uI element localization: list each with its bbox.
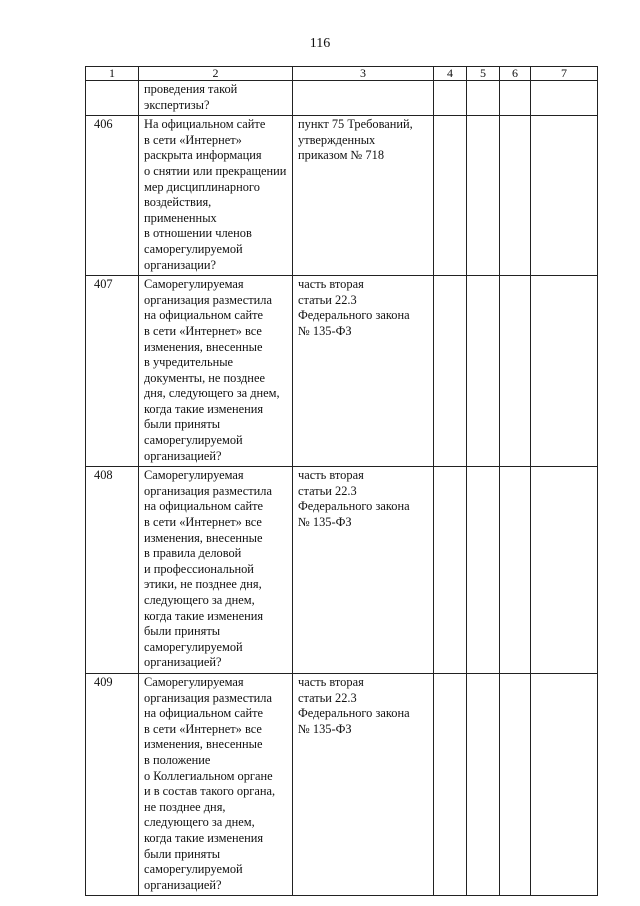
empty-cell	[531, 81, 598, 116]
empty-cell	[467, 116, 500, 276]
empty-cell	[500, 467, 531, 674]
empty-cell	[434, 276, 467, 467]
empty-cell	[500, 116, 531, 276]
header-cell: 3	[293, 67, 434, 81]
table-row	[86, 116, 598, 276]
header-cell: 6	[500, 67, 531, 81]
row-number	[86, 81, 139, 116]
requirement-question: Саморегулируемая организация разместила на официальном сайте в сети «Интернет» все изменения, внесенные в учредительные документы, не позднее дня, следующего за днем, когда такие изменения были приняты саморегулируемой организацией?	[139, 276, 293, 467]
empty-cell	[500, 81, 531, 116]
table-header-row	[86, 67, 598, 81]
table-row	[86, 81, 598, 116]
header-cell: 5	[467, 67, 500, 81]
row-number: 406	[86, 116, 139, 276]
empty-cell	[467, 673, 500, 895]
header-cell: 2	[139, 67, 293, 81]
empty-cell	[434, 673, 467, 895]
empty-cell	[500, 673, 531, 895]
empty-cell	[434, 467, 467, 674]
legal-basis	[293, 81, 434, 116]
legal-basis: часть вторая статьи 22.3 Федерального закона № 135-ФЗ	[293, 467, 434, 674]
requirement-question: На официальном сайте в сети «Интернет» раскрыта информация о снятии или прекращении мер дисциплинарного воздействия, примененных в отношении членов саморегулируемой организации?	[139, 116, 293, 276]
empty-cell	[467, 276, 500, 467]
requirement-question: Саморегулируемая организация разместила на официальном сайте в сети «Интернет» все изменения, внесенные в правила деловой и профессиональной этики, не позднее дня, следующего за днем, когда такие изменения были приняты саморегулируемой организацией?	[139, 467, 293, 674]
empty-cell	[531, 467, 598, 674]
row-number: 409	[86, 673, 139, 895]
requirement-question: Саморегулируемая организация разместила на официальном сайте в сети «Интернет» все изменения, внесенные в положение о Коллегиальном органе и в состав такого органа, не позднее дня, следующего за днем, когда такие изменения были приняты саморегулируемой организацией?	[139, 673, 293, 895]
checklist-table	[85, 66, 598, 896]
empty-cell	[467, 467, 500, 674]
legal-basis: пункт 75 Требований, утвержденных приказом № 718	[293, 116, 434, 276]
legal-basis: часть вторая статьи 22.3 Федерального закона № 135-ФЗ	[293, 276, 434, 467]
header-cell: 1	[86, 67, 139, 81]
header-cell: 4	[434, 67, 467, 81]
empty-cell	[531, 276, 598, 467]
header-cell: 7	[531, 67, 598, 81]
empty-cell	[500, 276, 531, 467]
empty-cell	[531, 116, 598, 276]
empty-cell	[434, 81, 467, 116]
requirement-question: проведения такой экспертизы?	[139, 81, 293, 116]
legal-basis: часть вторая статьи 22.3 Федерального закона № 135-ФЗ	[293, 673, 434, 895]
page-number: 116	[309, 36, 331, 51]
empty-cell	[434, 116, 467, 276]
table-row	[86, 467, 598, 674]
table-row	[86, 276, 598, 467]
row-number: 407	[86, 276, 139, 467]
row-number: 408	[86, 467, 139, 674]
empty-cell	[467, 81, 500, 116]
table-row	[86, 673, 598, 895]
empty-cell	[531, 673, 598, 895]
